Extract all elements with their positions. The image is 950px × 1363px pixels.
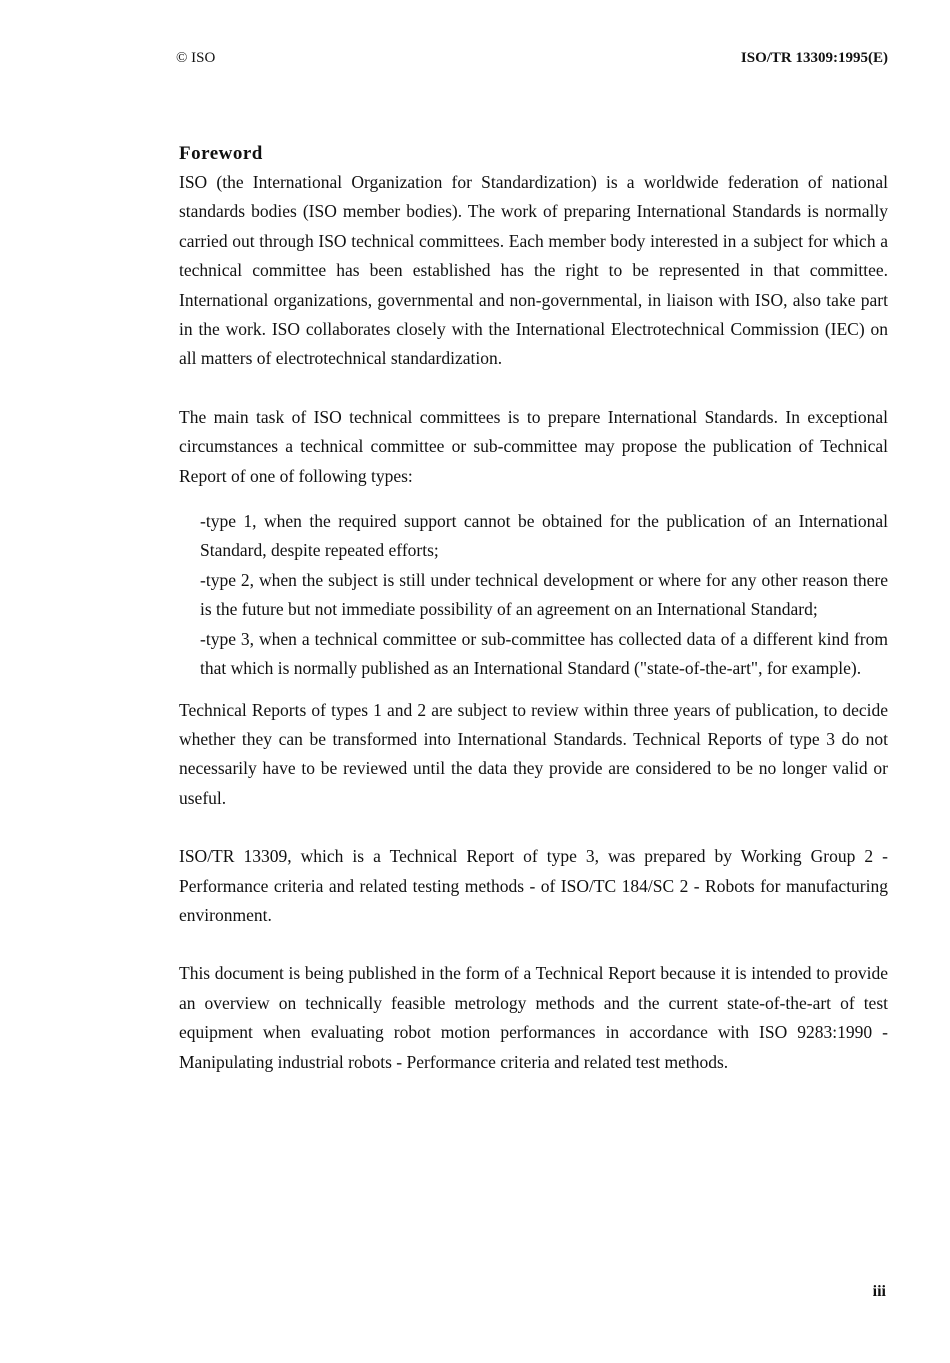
- document-number-header: ISO/TR 13309:1995(E): [740, 50, 888, 66]
- foreword-heading: Foreword: [179, 143, 263, 164]
- list-item-type-1: -type 1, when the required support cannot be obtained for the publication of an International Standard, despite repeated efforts;: [200, 511, 888, 561]
- paragraph-review: Technical Reports of types 1 and 2 are subject to review within three years of publication, to decide whether they can be transformed into International Standards. Technical Reports of type 3 do not necessarily have to be reviewed until the data they provide are considered to be no longer valid or useful.: [179, 699, 888, 808]
- paragraph-main-task: The main task of ISO technical committees is to prepare International Standards. In exceptional circumstances a technical committee or sub-committee may propose the publication of Technical Report of one of following types:: [179, 406, 888, 486]
- foreword-section: [179, 140, 888, 1077]
- list-item-type-2: -type 2, when the subject is still under technical development or where for any other reason there is the future but not immediate possibility of an agreement on an International Standard;: [200, 569, 888, 620]
- list-item-type-3: -type 3, when a technical committee or sub-committee has collected data of a different kind from that which is normally published as an International Standard ("state-of-the-art", for example).: [200, 628, 888, 679]
- report-types-list: [200, 507, 888, 683]
- paragraph-prepared-by: ISO/TR 13309, which is a Technical Report of type 3, was prepared by Working Group 2 - Performance criteria and related testing methods - of ISO/TC 184/SC 2 - Robots for manufacturing environment.: [179, 846, 888, 925]
- paragraph-iso-intro: ISO (the International Organization for Standardization) is a worldwide federation of national standards bodies (ISO member bodies). The work of preparing International Standards is normally carried out through ISO technical committees. Each member body interested in a subject for which a technical committee has been established has the right to be represented in that committee. International organizations, governmental and non-governmental, in liaison with ISO, also take part in the work. ISO collaborates closely with the International Electrotechnical Commission (IEC) on all matters of electrotechnical standardization.: [179, 172, 888, 369]
- paragraph-purpose: This document is being published in the form of a Technical Report because it is intended to provide an overview on technically feasible metrology methods and the current state-of-the-art of test equipment when evaluating robot motion performances in accordance with ISO 9283:1990 - Manipulating industrial robots - Performance criteria and related test methods.: [179, 963, 888, 1072]
- page-number: iii: [872, 1283, 886, 1300]
- copyright-header: © ISO: [176, 50, 216, 66]
